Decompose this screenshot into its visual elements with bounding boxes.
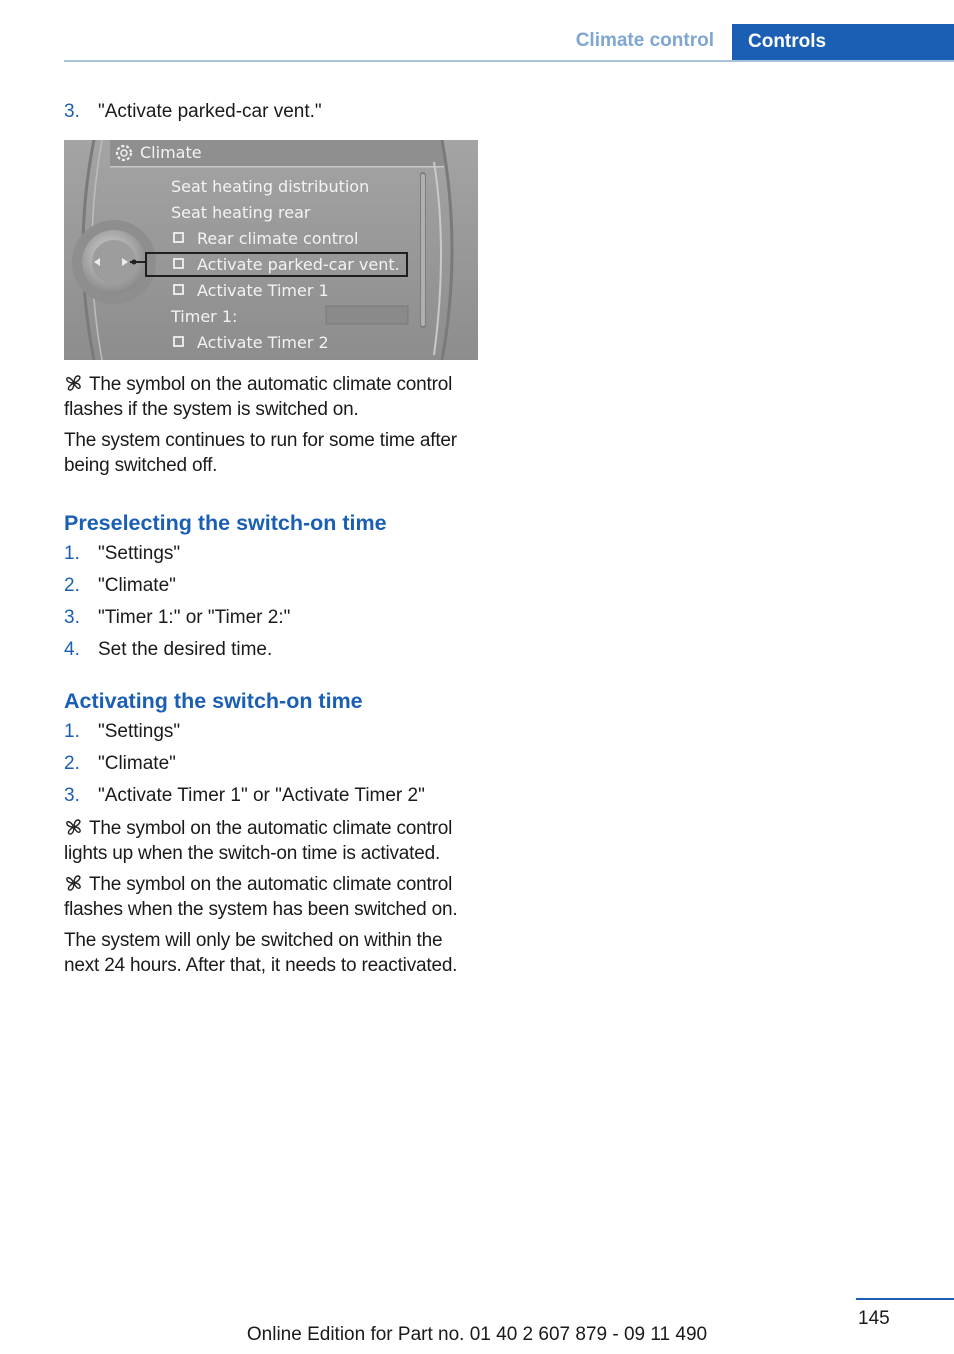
list-item: 2. "Climate" (64, 575, 176, 596)
screen-menu-item: Activate Timer 2 (197, 333, 329, 352)
fan-icon (64, 874, 84, 892)
paragraph: The symbol on the automatic climate control lights up when the switch-on time is activated. (64, 818, 453, 864)
page-number: 145 (858, 1308, 890, 1329)
paragraph: The system continues to run for some time after being switched off. (64, 430, 457, 476)
screen-menu-item: Activate Timer 1 (197, 281, 329, 300)
step-text: "Activate parked-car vent." (98, 101, 322, 122)
list-item: 1. "Settings" (64, 721, 181, 742)
footer-edition: Online Edition for Part no. 01 40 2 607 879 - 09 11 490 (246, 1324, 708, 1345)
footer-rule (856, 1298, 954, 1300)
list-item: 3. "Timer 1:" or "Timer 2:" (64, 607, 291, 628)
list-item: 1. "Settings" (64, 543, 181, 564)
idrive-screen-image (64, 140, 478, 360)
paragraph: The symbol on the automatic climate control flashes if the system is switched on. (64, 374, 453, 420)
fan-icon (64, 818, 84, 836)
screen-menu-item: Rear climate control (197, 229, 359, 248)
intro-step (64, 100, 480, 124)
header-chapter-label: Controls (748, 31, 827, 52)
paragraph: The system will only be switched on within the next 24 hours. After that, it needs to reactivated. (64, 930, 458, 976)
section-heading-activate: Activating the switch-on time (64, 689, 363, 713)
screen-menu-item: Seat heating rear (171, 203, 311, 222)
fan-icon (64, 374, 84, 392)
paragraph: The symbol on the automatic climate control flashes when the system has been switched on. (64, 874, 458, 920)
main-column (64, 100, 480, 984)
header-section-title: Climate control (575, 30, 714, 51)
section-heading-preselect: Preselecting the switch-on time (64, 511, 387, 535)
screen-menu-item: Seat heating distribution (171, 177, 370, 196)
step-number: 3. (64, 101, 80, 122)
list-item: 4. Set the desired time. (64, 639, 273, 660)
list-item: 2. "Climate" (64, 753, 176, 774)
screen-menu-item: Timer 1: (171, 307, 238, 326)
screen-title: Climate (140, 143, 202, 162)
list-item: 3. "Activate Timer 1" or "Activate Timer 2" (64, 785, 425, 806)
screen-menu-item: Activate parked-car vent. (197, 255, 400, 274)
header-chapter-tab (732, 24, 954, 62)
header-rule (64, 60, 954, 62)
